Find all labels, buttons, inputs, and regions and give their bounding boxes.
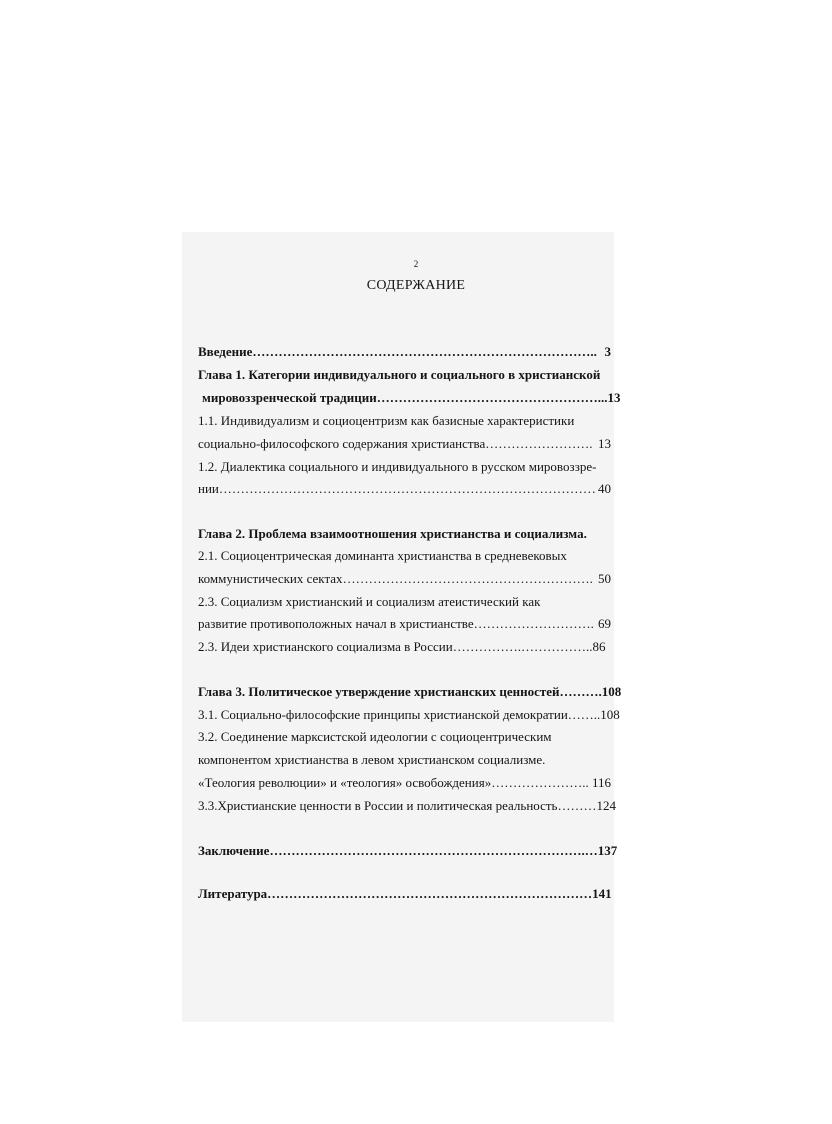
leader-dots: …….. bbox=[567, 707, 601, 722]
leader-dots: ………………………. bbox=[473, 616, 594, 631]
page-ref: 3 bbox=[604, 344, 611, 359]
toc-entry-introduction[interactable]: Введение …………………………………………………………………….. 3 bbox=[198, 344, 611, 359]
leader-dots: …………………………………………………. bbox=[342, 571, 593, 586]
toc-entry-chapter-2[interactable]: Глава 2. Проблема взаимоотношения христианства и социализма. bbox=[198, 526, 587, 541]
leader-dots: ……………………………………………... bbox=[376, 390, 608, 405]
leader-dots: …………….…………….. bbox=[452, 639, 593, 654]
leader-dots: ……… bbox=[557, 798, 597, 813]
page-ref: 108 bbox=[601, 684, 622, 699]
toc-entry-conclusion[interactable]: Заключение ……………………………………………………………….… 137 bbox=[198, 843, 618, 858]
leader-dots: ………. bbox=[559, 684, 602, 699]
page-ref: 50 bbox=[598, 571, 611, 586]
leader-dots: ……………………. bbox=[485, 436, 593, 451]
toc-entry-chapter-3[interactable]: Глава 3. Политическое утверждение христианских ценностей ………. 108 bbox=[198, 684, 622, 699]
page-ref: 137 bbox=[597, 843, 618, 858]
toc-entry-2-2[interactable]: 2.3. Социализм христианский и социализм атеистический как bbox=[198, 594, 541, 609]
page-ref: 40 bbox=[598, 481, 611, 496]
toc-entry-2-1-cont[interactable]: коммунистических сектах …………………………………………………. 50 bbox=[198, 571, 611, 586]
toc-entry-2-2-cont[interactable]: развитие противоположных начал в христианстве ………………………. 69 bbox=[198, 616, 611, 631]
toc-entry-2-1[interactable]: 2.1. Социоцентрическая доминанта христианства в средневековых bbox=[198, 548, 567, 563]
toc-entry-chapter-1-cont[interactable]: мировоззренческой традиции ……………………………………………... 13 bbox=[202, 390, 621, 405]
page-ref: 108 bbox=[600, 707, 620, 722]
page-title: СОДЕРЖАНИЕ bbox=[366, 278, 466, 293]
toc-entry-2-3[interactable]: 2.3. Идеи христианского социализма в России …………….…………….. 86 bbox=[198, 639, 611, 655]
toc-entry-3-2[interactable]: 3.2. Соединение марксистской идеологии с социоцентрическим bbox=[198, 729, 552, 744]
toc-entry-1-1[interactable]: 1.1. Индивидуализм и социоцентризм как базисные характеристики bbox=[198, 413, 575, 428]
toc-entry-3-1[interactable]: 3.1. Социально-философские принципы христианской демократии …….. 108 bbox=[198, 707, 620, 722]
page-ref: 13 bbox=[607, 390, 621, 405]
leader-dots: ………………….. bbox=[491, 775, 589, 790]
toc-entry-1-1-cont[interactable]: социально-философского содержания христианства ……………………. 13 bbox=[198, 436, 611, 451]
leader-dots: ……………………………………………………………….… bbox=[269, 843, 598, 858]
page-ref: 13 bbox=[598, 436, 611, 451]
leader-dots: …………………………………………………………………….. bbox=[252, 344, 597, 359]
page-ref: 116 bbox=[591, 775, 611, 790]
page-ref: 124 bbox=[596, 798, 616, 813]
toc-entry-1-2-cont[interactable]: нии …………………………………………………………………………… 40 bbox=[198, 481, 611, 496]
toc-entry-1-2[interactable]: 1.2. Диалектика социального и индивидуального в русском мировоззре- bbox=[198, 459, 597, 474]
toc-entry-3-2-cont-2[interactable]: «Теология революции» и «теология» освобождения» ………………….. 116 bbox=[198, 775, 611, 790]
leader-dots: …………………………………………………………………………… bbox=[218, 481, 596, 496]
page-ref: 86 bbox=[592, 639, 606, 654]
toc-entry-chapter-1[interactable]: Глава 1. Категории индивидуального и социального в христианской bbox=[198, 367, 601, 382]
leader-dots: ………………………………………………………………… bbox=[267, 886, 593, 901]
toc-entry-3-2-cont-1[interactable]: компонентом христианства в левом христианском социализме. bbox=[198, 752, 546, 767]
toc-entry-3-3[interactable]: 3.3.Христианские ценности в России и политическая реальность ……… 124 bbox=[198, 798, 616, 813]
page-ref: 69 bbox=[598, 616, 611, 631]
page-ref: 141 bbox=[592, 886, 612, 901]
toc-entry-literature[interactable]: Литература ………………………………………………………………… 141 bbox=[198, 886, 612, 901]
page-number: 2 bbox=[413, 259, 419, 269]
